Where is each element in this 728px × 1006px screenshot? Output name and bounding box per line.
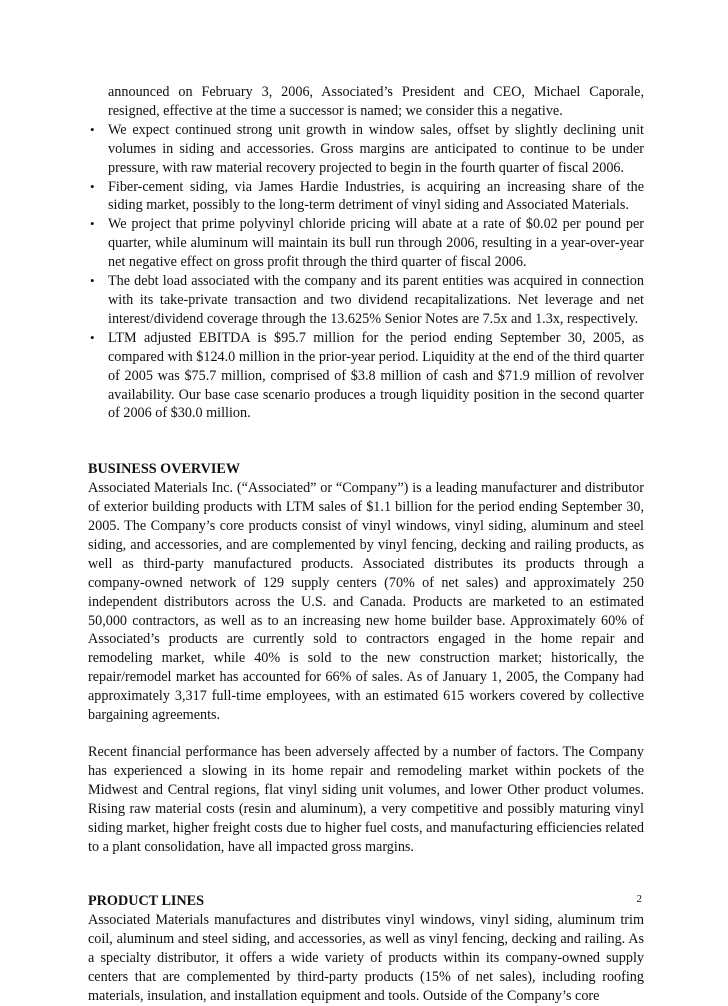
business-overview-heading: BUSINESS OVERVIEW: [88, 461, 241, 478]
product-lines-heading: PRODUCT LINES: [88, 893, 205, 910]
document-page: [88, 83, 644, 1006]
bullet-item: • We project that prime polyvinyl chloride pricing will abate at a rate of $0.02 per pound per quarter, while aluminum will maintain its bull run through 2006, resulting in a year-over-year net negative effect on gross profit through the third quarter of fiscal 2006.: [108, 215, 644, 272]
bullet-continuation: announced on February 3, 2006, Associated’s President and CEO, Michael Caporale, resigned, effective at the time a successor is named; we consider this a negative.: [108, 84, 644, 119]
bullet-item: • The debt load associated with the company and its parent entities was acquired in connection with its take-private transaction and two dividend recapitalizations. Net leverage and net interest/dividend coverage through the 13.625% Senior Notes are 7.5x and 1.3x, respectively.: [108, 272, 644, 329]
business-overview-paragraph: Associated Materials Inc. (“Associated” or “Company”) is a leading manufacturer and distributor of exterior building products with LTM sales of $1.1 billion for the period ending September 30, 2005. The Company’s core products consist of vinyl windows, vinyl siding, aluminum and steel siding, and accessories, and are complemented by vinyl fencing, decking and railing products, as well as third-party manufactured products. Associated distributes its products through a company-owned network of 129 supply centers (70% of net sales) and approximately 250 independent distributors across the U.S. and Canada. Products are marketed to an estimated 50,000 contractors, as well as to an increasing new home builder base. Approximately 60% of Associated’s products are currently sold to contractors engaged in the home repair and remodeling market, while 40% is sold to the new construction market; historically, the repair/remodel market has accounted for 66% of sales. As of January 1, 2005, the Company had approximately 3,317 full-time employees, with an estimated 615 workers covered by collective bargaining agreements.: [88, 480, 644, 724]
bullet-item: • LTM adjusted EBITDA is $95.7 million for the period ending September 30, 2005, as compared with $124.0 million in the prior-year period. Liquidity at the end of the third quarter of 2005 was $75.7 million, comprised of $3.8 million of cash and $71.9 million of revolver availability. Our base case scenario produces a trough liquidity position in the second quarter of 2006 of $30.0 million.: [108, 329, 644, 424]
business-overview-paragraph: Recent financial performance has been adversely affected by a number of factors. The Company has experienced a slowing in its home repair and remodeling market within pockets of the Midwest and Central regions, flat vinyl siding unit volumes, and lower Other product volumes. Rising raw material costs (resin and aluminum), a very competitive and possibly maturing vinyl siding market, higher freight costs due to higher fuel costs, and manufacturing efficiencies related to a plant consolidation, have all impacted gross margins.: [88, 744, 644, 855]
bullet-item: • We expect continued strong unit growth in window sales, offset by slightly declining unit volumes in siding and accessories. Gross margins are anticipated to continue to be under pressure, with raw material recovery projected to begin in the fourth quarter of fiscal 2006.: [108, 121, 644, 178]
product-lines-paragraph: Associated Materials manufactures and distributes vinyl windows, vinyl siding, aluminum trim coil, aluminum and steel siding, and accessories, as well as vinyl fencing, decking and railing. As a specialty distributor, it offers a wide variety of products within its company-owned supply centers that are complemented by third-party products (15% of net sales), including roofing materials, insulation, and installation equipment and tools. Outside of the Company’s core: [88, 912, 644, 1004]
bullet-list: [88, 83, 644, 423]
page-number: 2: [636, 893, 642, 905]
bullet-item: • Fiber-cement siding, via James Hardie Industries, is acquiring an increasing share of the siding market, possibly to the long-term detriment of vinyl siding and Associated Materials.: [108, 178, 644, 216]
